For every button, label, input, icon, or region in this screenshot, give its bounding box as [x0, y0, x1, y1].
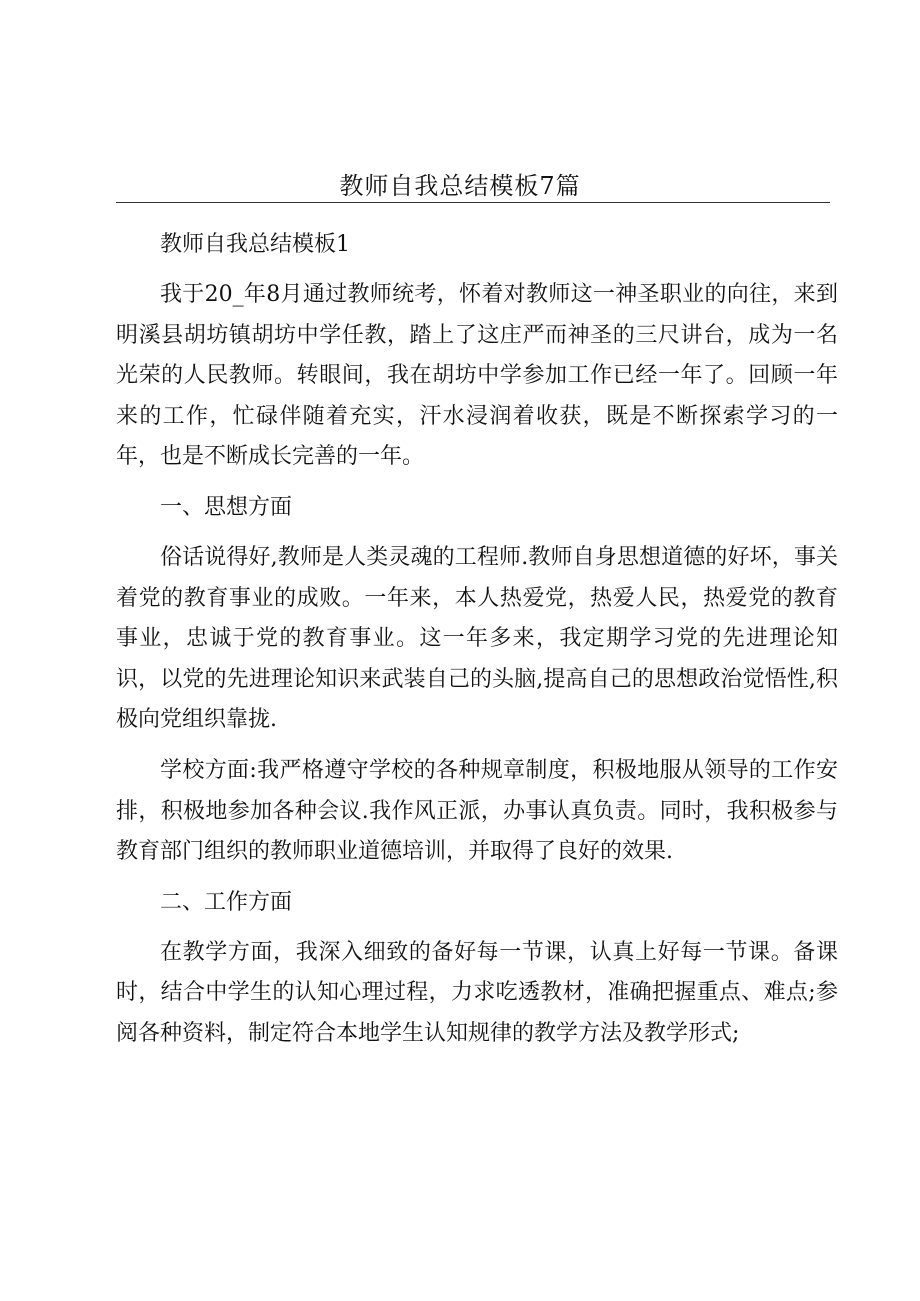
paragraph-ideology: 俗话说得好,教师是人类灵魂的工程师.教师自身思想道德的好坏，事关着党的教育事业的成败。一年来，本人热爱党，热爱人民，热爱党的教育事业，忠诚于党的教育事业。这一年多来，我定期学习党的先进理论知识，以党的先进理论知识来武装自己的头脑,提高自己的思想政治觉悟性,积极向党组织靠拢. [116, 544, 838, 733]
document-title: 教师自我总结模板7篇 [339, 172, 581, 200]
document-body [116, 225, 838, 1065]
section-heading-template-1: 教师自我总结模板1 [160, 232, 350, 257]
paragraph-intro: 我于20_年8月通过教师统考，怀着对教师这一神圣职业的向往，来到明溪县胡坊镇胡坊中学任教，踏上了这庄严而神圣的三尺讲台，成为一名光荣的人民教师。转眼间，我在胡坊中学参加工作已经一年了。回顾一年来的工作，忙碌伴随着充实，汗水浸润着收获，既是不断探索学习的一年，也是不断成长完善的一年。 [116, 282, 838, 470]
section-heading-work: 二、工作方面 [160, 889, 293, 915]
paragraph-school: 学校方面:我严格遵守学校的各种规章制度，积极地服从领导的工作安排，积极地参加各种会议.我作风正派，办事认真负责。同时，我积极参与教育部门组织的教师职业道德培训，并取得了良好的效果. [116, 757, 838, 865]
title-underline [116, 202, 830, 203]
section-heading-ideology: 一、思想方面 [160, 494, 293, 520]
paragraph-teaching: 在教学方面，我深入细致的备好每一节课，认真上好每一节课。备课时，结合中学生的认知心理过程，力求吃透教材，准确把握重点、难点;参阅各种资料，制定符合本地学生认知规律的教学方法及教学形式; [116, 939, 838, 1046]
